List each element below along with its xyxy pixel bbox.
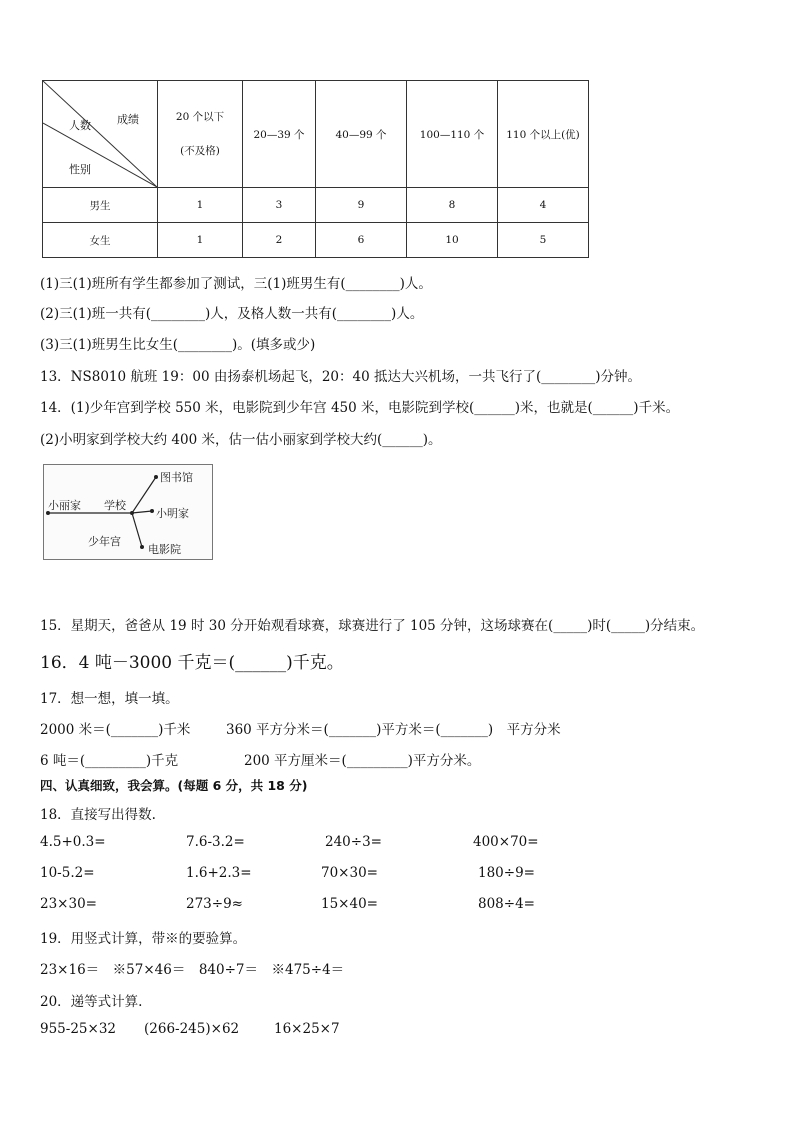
table-cell: 3 — [243, 188, 316, 223]
question-19: 19．用竖式计算，带※的要验算。 — [40, 931, 247, 947]
question-12-part-1: (1)三(1)班所有学生都参加了测试，三(1)班男生有(________)人。 — [40, 276, 432, 292]
question-17-d: 200 平方厘米＝(_________)平方分米。 — [244, 753, 481, 769]
corner-label-score: 成绩 — [117, 113, 139, 126]
corner-label-gender: 性别 — [69, 163, 91, 176]
diagonal-lines — [43, 81, 157, 187]
table-cell: 6 — [316, 223, 407, 258]
header-cell: 40—99 个 — [316, 81, 407, 188]
calc-item: 7.6-3.2= — [186, 834, 245, 850]
header-cell: 20—39 个 — [243, 81, 316, 188]
question-17-c: 6 吨＝(_________)千克 — [40, 753, 179, 769]
header-text: 20 个以下 — [175, 111, 225, 123]
calc-item: 273÷9≈ — [186, 896, 243, 912]
map-label-youth-palace: 少年宫 — [88, 535, 121, 548]
location-map — [43, 464, 213, 560]
table-row — [43, 223, 589, 258]
question-15: 15．星期天，爸爸从 19 时 30 分开始观看球赛，球赛进行了 105 分钟，这场球赛在(_____)时(_____)分结束。 — [40, 618, 705, 634]
map-label-school: 学校 — [104, 499, 126, 512]
map-label-xiaoli-home: 小丽家 — [48, 499, 81, 512]
question-14-part-2: (2)小明家到学校大约 400 米，估一估小丽家到学校大约(______)。 — [40, 432, 442, 448]
row-label: 女生 — [43, 223, 158, 258]
header-cell — [158, 81, 243, 188]
calc-item: 10-5.2= — [40, 865, 95, 881]
table-cell: 4 — [498, 188, 589, 223]
question-13: 13．NS8010 航班 19：00 由扬泰机场起飞，20：40 抵达大兴机场，一共飞行了(________)分钟。 — [40, 369, 642, 385]
table-corner-cell — [43, 81, 158, 188]
table-cell: 2 — [243, 223, 316, 258]
calc-item: 4.5+0.3= — [40, 834, 106, 850]
calc-item: 808÷4= — [478, 896, 535, 912]
table-cell: 8 — [407, 188, 498, 223]
header-cell: 100—110 个 — [407, 81, 498, 188]
question-14-part-1: 14．(1)少年宫到学校 550 米，电影院到少年宫 450 米，电影院到学校(______)米，也就是(______)千米。 — [40, 400, 680, 416]
question-17-a: 2000 米＝(_______)千米 — [40, 722, 191, 738]
question-20-b: (266-245)×62 — [144, 1021, 240, 1037]
table-row — [43, 188, 589, 223]
calc-item: 70×30= — [321, 865, 378, 881]
question-20: 20．递等式计算. — [40, 994, 143, 1010]
question-17-b: 360 平方分米＝(_______)平方米＝(_______) 平方分米 — [226, 722, 561, 738]
question-19-items: 23×16＝ ※57×46＝ 840÷7＝ ※475÷4＝ — [40, 962, 345, 978]
calc-item: 240÷3= — [325, 834, 382, 850]
row-label: 男生 — [43, 188, 158, 223]
table-cell: 9 — [316, 188, 407, 223]
calc-item: 1.6+2.3= — [186, 865, 252, 881]
corner-label-count: 人数 — [69, 119, 91, 132]
table-cell: 5 — [498, 223, 589, 258]
question-17: 17．想一想，填一填。 — [40, 691, 179, 707]
question-12-part-3: (3)三(1)班男生比女生(________)。(填多或少) — [40, 337, 316, 353]
calc-item: 180÷9= — [478, 865, 535, 881]
question-18: 18．直接写出得数. — [40, 807, 156, 823]
header-text: (不及格) — [180, 145, 220, 157]
map-label-library: 图书馆 — [160, 471, 193, 484]
question-20-a: 955-25×32 — [40, 1021, 116, 1037]
question-12-part-2: (2)三(1)班一共有(________)人，及格人数一共有(________)人。 — [40, 306, 424, 322]
question-20-c: 16×25×7 — [274, 1021, 340, 1037]
calc-item: 23×30= — [40, 896, 97, 912]
map-label-cinema: 电影院 — [148, 543, 181, 556]
question-16: 16．4 吨－3000 千克＝(______)千克。 — [40, 653, 344, 673]
table-cell: 1 — [158, 188, 243, 223]
header-cell: 110 个以上(优) — [498, 81, 589, 188]
map-label-xiaoming-home: 小明家 — [156, 507, 189, 520]
section-4-heading: 四、认真细致，我会算。(每题 6 分，共 18 分) — [40, 778, 308, 793]
score-table — [42, 80, 589, 258]
table-cell: 10 — [407, 223, 498, 258]
calc-item: 400×70= — [473, 834, 539, 850]
calc-item: 15×40= — [321, 896, 378, 912]
table-cell: 1 — [158, 223, 243, 258]
